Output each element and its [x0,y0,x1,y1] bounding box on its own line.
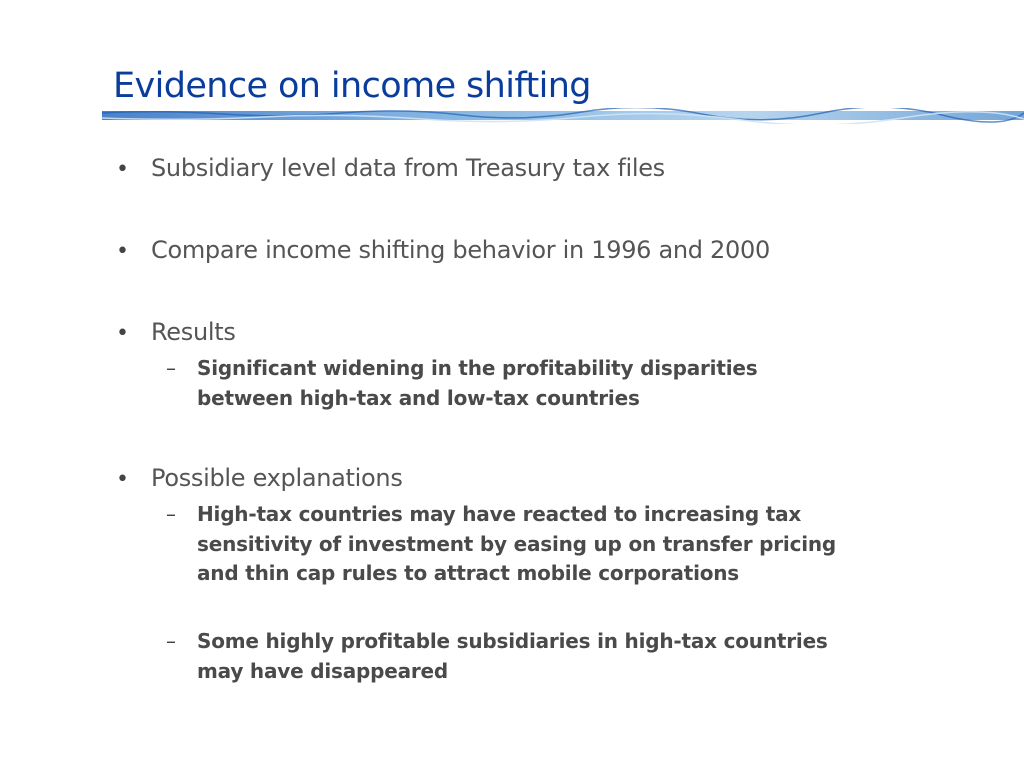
sub-bullet-line: may have disappeared [197,658,449,683]
bullet-marker: • [116,321,129,346]
sub-bullet-marker: – [166,629,176,653]
title-underline-rule [102,108,1024,124]
sub-bullet-line: Some highly profitable subsidiaries in high-tax countries [197,629,828,653]
bullet-marker: • [116,157,129,182]
bullet-text: Compare income shifting behavior in 1996 and 2000 [151,236,770,264]
sub-bullet-marker: – [166,356,176,380]
sub-bullet-line: sensitivity of investment by easing up on transfer pricing [197,531,837,556]
sub-bullet-text [197,354,757,413]
bullet-marker: • [116,467,129,492]
sub-bullet-text [197,500,836,589]
bullet-marker: • [116,239,129,264]
bullet-text: Results [151,318,236,346]
sub-bullet-marker: – [166,502,176,526]
sub-bullet-line: and thin cap rules to attract mobile corporations [197,561,740,585]
bullet-text: Possible explanations [151,464,403,492]
sub-bullet-line: Significant widening in the profitability disparities [197,356,758,380]
sub-bullet-line: between high-tax and low-tax countries [197,385,640,410]
sub-bullet-text [197,627,828,686]
bullet-text: Subsidiary level data from Treasury tax files [151,154,665,182]
sub-bullet-line: High-tax countries may have reacted to increasing tax [197,502,802,526]
slide-title: Evidence on income shifting [113,66,591,106]
